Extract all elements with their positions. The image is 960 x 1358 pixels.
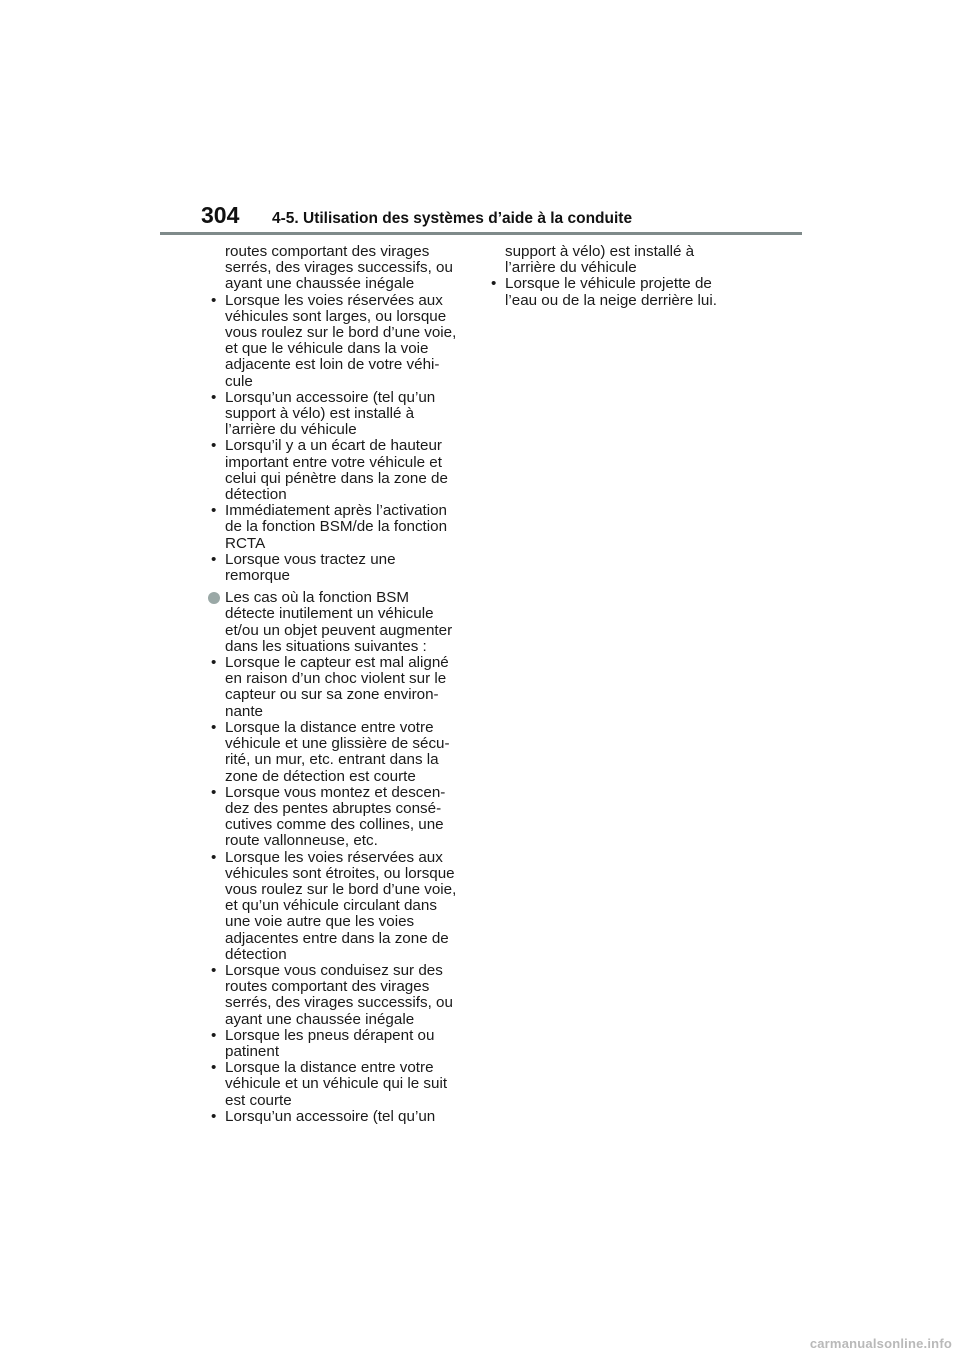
text-line: et/ou un objet peuvent augmenter — [225, 621, 453, 639]
section-intro — [208, 590, 480, 655]
bullet-icon: • — [211, 654, 217, 672]
text-line: véhicule et un véhicule qui le suit — [225, 1075, 448, 1093]
text-line: routes comportant des virages — [225, 978, 430, 996]
text-line: véhicules sont étroites, ou lorsque — [225, 864, 455, 882]
text-line: Immédiatement après l’activation — [225, 502, 448, 520]
text-line: Lorsque la distance entre votre — [225, 1059, 434, 1077]
bullet-icon: • — [211, 1107, 217, 1125]
continuation-text — [488, 244, 758, 276]
circle-bullet-icon — [208, 592, 220, 604]
text-line: dans les situations suivantes : — [225, 637, 427, 655]
text-line: rité, un mur, etc. entrant dans la — [225, 751, 439, 769]
bullet-icon: • — [211, 718, 217, 736]
bullet-item — [208, 1060, 480, 1109]
text-line: et qu’un véhicule circulant dans — [225, 897, 437, 915]
bullet-icon: • — [491, 275, 497, 293]
text-line: détection — [225, 945, 287, 963]
bullet-item — [208, 552, 480, 584]
text-line: Les cas où la fonction BSM — [225, 589, 410, 607]
bullet-icon: • — [211, 1026, 217, 1044]
bullet-icon: • — [211, 550, 217, 568]
bullet-item — [208, 720, 480, 785]
text-line: Lorsque vous montez et descen- — [225, 783, 446, 801]
text-line: et que le véhicule dans la voie — [225, 340, 429, 358]
bullet-item — [208, 390, 480, 439]
text-line: Lorsqu’un accessoire (tel qu’un — [225, 1107, 436, 1125]
text-line: cule — [225, 372, 253, 390]
text-line: détection — [225, 486, 287, 504]
text-line: est courte — [225, 1091, 292, 1109]
text-line: vous roulez sur le bord d’une voie, — [225, 324, 457, 342]
text-line: de la fonction BSM/de la fonction — [225, 518, 448, 536]
bullet-icon: • — [211, 1059, 217, 1077]
text-line: celui qui pénètre dans la zone de — [225, 469, 448, 487]
text-line: serrés, des virages successifs, ou — [225, 259, 453, 277]
watermark: carmanualsonline.info — [809, 1336, 952, 1351]
text-line: adjacentes entre dans la zone de — [225, 929, 449, 947]
section-title: 4-5. Utilisation des systèmes d’aide à la conduite — [272, 210, 633, 227]
bullet-icon: • — [211, 502, 217, 520]
text-line: important entre votre véhicule et — [225, 453, 442, 471]
text-line: Lorsque le véhicule projette de — [505, 275, 712, 293]
text-line: remorque — [225, 567, 290, 585]
text-line: une voie autre que les voies — [225, 913, 415, 931]
text-line: adjacente est loin de votre véhi- — [225, 356, 440, 374]
text-line: vous roulez sur le bord d’une voie, — [225, 880, 457, 898]
left-column — [208, 244, 480, 1125]
text-line: ayant une chaussée inégale — [225, 1010, 415, 1028]
text-line: Lorsque vous conduisez sur des — [225, 961, 443, 979]
bullet-item — [208, 785, 480, 850]
bullet-item — [208, 293, 480, 390]
text-line: capteur ou sur sa zone environ- — [225, 686, 439, 704]
bullet-icon: • — [211, 848, 217, 866]
text-line: Lorsqu’un accessoire (tel qu’un — [225, 388, 436, 406]
text-line: détecte inutilement un véhicule — [225, 605, 434, 623]
text-line: RCTA — [225, 534, 266, 552]
text-line: routes comportant des virages — [225, 243, 430, 260]
bullet-icon: • — [211, 437, 217, 455]
text-line: zone de détection est courte — [225, 767, 416, 785]
bullet-item — [208, 1028, 480, 1060]
right-column — [488, 244, 758, 309]
bullet-icon: • — [211, 783, 217, 801]
text-line: support à vélo) est installé à — [225, 405, 415, 423]
text-line: Lorsque les voies réservées aux — [225, 291, 443, 309]
text-line: dez des pentes abruptes consé- — [225, 799, 442, 817]
text-line: l’arrière du véhicule — [505, 259, 637, 277]
bullet-item — [208, 438, 480, 503]
text-line: Lorsque les pneus dérapent ou — [225, 1026, 435, 1044]
page-number: 304 — [201, 202, 240, 228]
text-line: patinent — [225, 1042, 280, 1060]
text-line: support à vélo) est installé à — [505, 243, 695, 260]
text-line: nante — [225, 702, 264, 720]
text-line: Lorsque les voies réservées aux — [225, 848, 443, 866]
text-line: cutives comme des collines, une — [225, 816, 444, 834]
bullet-icon: • — [211, 961, 217, 979]
bullet-icon: • — [211, 291, 217, 309]
header-rule — [160, 232, 802, 235]
continuation-text — [208, 244, 480, 293]
bullet-item — [208, 1109, 480, 1125]
bullet-item — [208, 963, 480, 1028]
text-line: Lorsqu’il y a un écart de hauteur — [225, 437, 442, 455]
text-line: Lorsque vous tractez une — [225, 550, 396, 568]
text-line: route vallonneuse, etc. — [225, 832, 378, 850]
text-line: ayant une chaussée inégale — [225, 275, 415, 293]
text-line: l’eau ou de la neige derrière lui. — [505, 291, 717, 309]
text-line: véhicules sont larges, ou lorsque — [225, 307, 447, 325]
bullet-item — [488, 276, 758, 308]
text-line: Lorsque le capteur est mal aligné — [225, 654, 449, 672]
bullet-item — [208, 655, 480, 720]
bullet-item — [208, 503, 480, 552]
text-line: l’arrière du véhicule — [225, 421, 357, 439]
bullet-item — [208, 850, 480, 963]
text-line: Lorsque la distance entre votre — [225, 718, 434, 736]
bullet-icon: • — [211, 388, 217, 406]
text-line: serrés, des virages successifs, ou — [225, 994, 453, 1012]
text-line: véhicule et une glissière de sécu- — [225, 735, 450, 753]
text-line: en raison d’un choc violent sur le — [225, 670, 447, 688]
